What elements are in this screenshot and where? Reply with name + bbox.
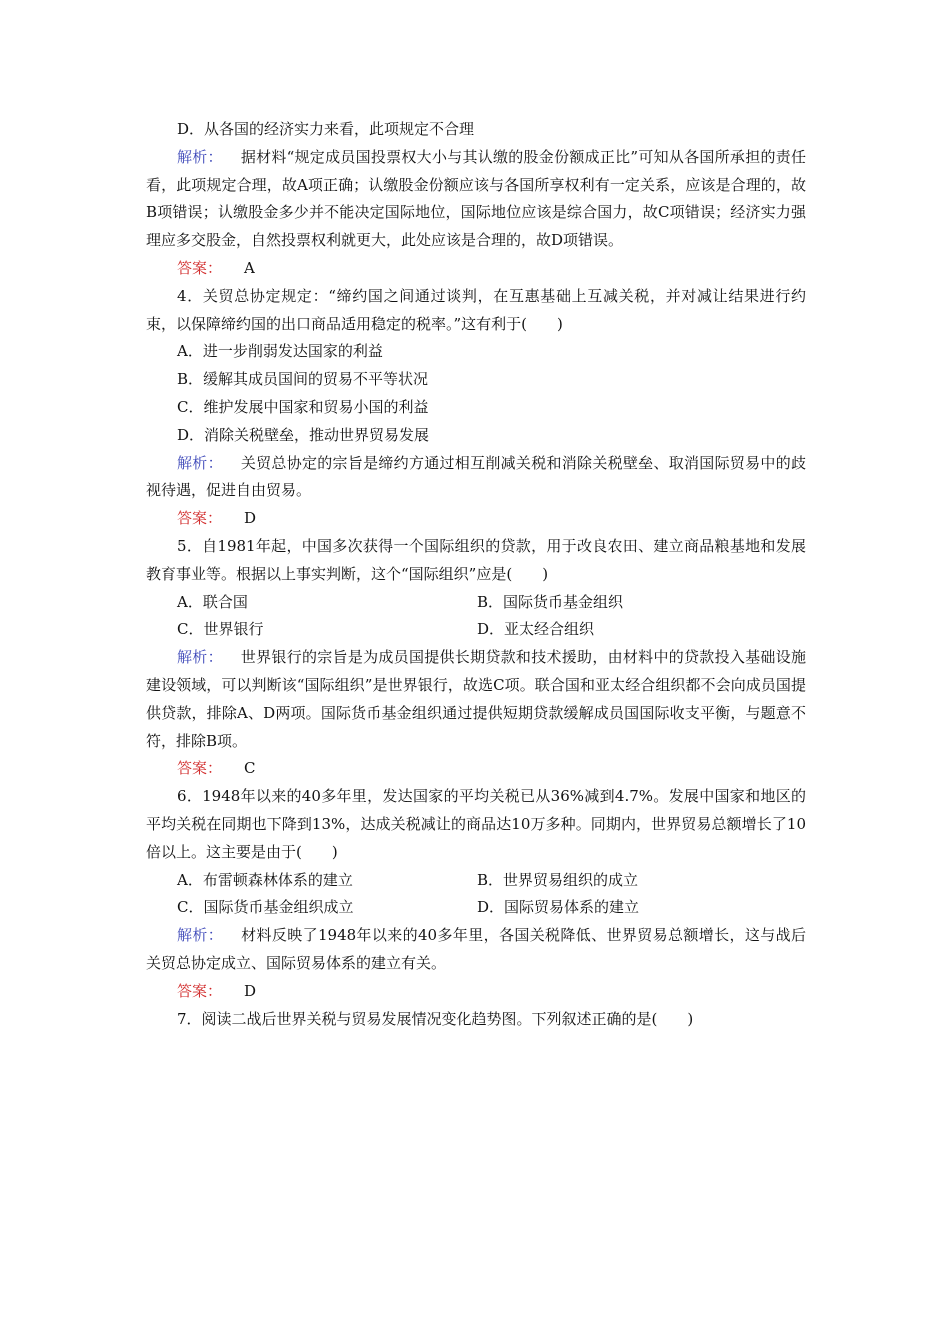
q6-analysis [146,922,806,978]
answer-label: 答案： [177,509,223,528]
q4-analysis [146,450,806,506]
q5-analysis [146,644,806,755]
q5-option-d: D．亚太经合组织 [477,620,595,639]
prev-analysis [146,144,806,255]
q6-option-b: B．世界贸易组织的成立 [477,870,639,889]
q6-analysis-text: 材料反映了1948年以来的40多年里，各国关税降低、世界贸易总额增长，这与战后关贸总协定成立、国际贸易体系的建立有关。 [146,926,806,972]
q4-analysis-text: 关贸总协定的宗旨是缔约方通过相互削减关税和消除关税壁垒、取消国际贸易中的歧视待遇，促进自由贸易。 [146,453,806,500]
q5-answer-value: C [244,759,256,778]
answer-label: 答案： [177,759,223,778]
q4-option-b: B．缓解其成员国间的贸易不平等状况 [177,370,429,389]
q6-options-row-2 [146,894,806,922]
q6-answer-value: D [244,981,257,1000]
q4-option-c: C．维护发展中国家和贸易小国的利益 [177,397,429,416]
analysis-label: 解析： [177,926,224,945]
q5-option-a: A．联合国 [177,592,248,611]
q6-option-c: C．国际货币基金组织成立 [177,898,354,917]
q5-option-c: C．世界银行 [177,620,264,639]
document-body [146,116,806,1033]
q5-answer [146,755,806,783]
analysis-label: 解析： [177,453,223,472]
q4-option-a: A．进一步削弱发达国家的利益 [177,342,383,361]
q6-stem: 6．1948年以来的40多年里，发达国家的平均关税已从36%减到4.7%。发展中国家和地区的平均关税在同期也下降到13%，达成关税减让的商品达10万多种。同期内，世界贸易总额增长了10倍以上。这主要是由于( ) [146,787,806,861]
prev-analysis-text: 据材料“规定成员国投票权大小与其认缴的股金份额成正比”可知从各国所承担的责任看，此项规定合理，故A项正确；认缴股金份额应该与各国所享权利有一定关系，应该是合理的，故B项错误；认缴股金多少并不能决定国际地位，国际地位应该是综合国力，故C项错误；经济实力强理应多交股金，自然投票权利就更大，此处应该是合理的，故D项错误。 [146,147,806,250]
q6-options-row-1 [146,867,806,895]
q4-option-d: D．消除关税壁垒，推动世界贸易发展 [177,425,430,444]
q5-option-b: B．国际货币基金组织 [477,592,624,611]
q5-options-row-2 [146,616,806,644]
prev-option-d: D．从各国的经济实力来看，此项规定不合理 [177,120,475,138]
prev-answer [146,255,806,283]
prev-answer-value: A [244,258,255,277]
q5-stem: 5．自1981年起，中国多次获得一个国际组织的贷款，用于改良农田、建立商品粮基地和发展教育事业等。根据以上事实判断，这个“国际组织”应是( ) [146,536,806,583]
q7-stem: 7．阅读二战后世界关税与贸易发展情况变化趋势图。下列叙述正确的是( ) [177,1009,694,1028]
answer-label: 答案： [177,258,223,277]
q4-answer [146,505,806,533]
q6-answer [146,978,806,1006]
q4-stem: 4．关贸总协定规定：“缔约国之间通过谈判，在互惠基础上互减关税，并对减让结果进行约束，以保障缔约国的出口商品适用稳定的税率。”这有利于( ) [146,286,806,333]
q4-answer-value: D [244,509,257,528]
analysis-label: 解析： [177,648,223,667]
answer-label: 答案： [177,981,223,1000]
q6-option-a: A．布雷顿森林体系的建立 [177,870,353,889]
q5-options-row-1 [146,589,806,617]
q6-option-d: D．国际贸易体系的建立 [477,898,640,917]
analysis-label: 解析： [177,147,223,166]
q5-analysis-text: 世界银行的宗旨是为成员国提供长期贷款和技术援助，由材料中的贷款投入基础设施建设领域，可以判断该“国际组织”是世界银行，故选C项。联合国和亚太经合组织都不会向成员国提供贷款，排除A、D两项。国际货币基金组织通过提供短期贷款缓解成员国国际收支平衡，与题意不符，排除B项。 [146,648,806,750]
